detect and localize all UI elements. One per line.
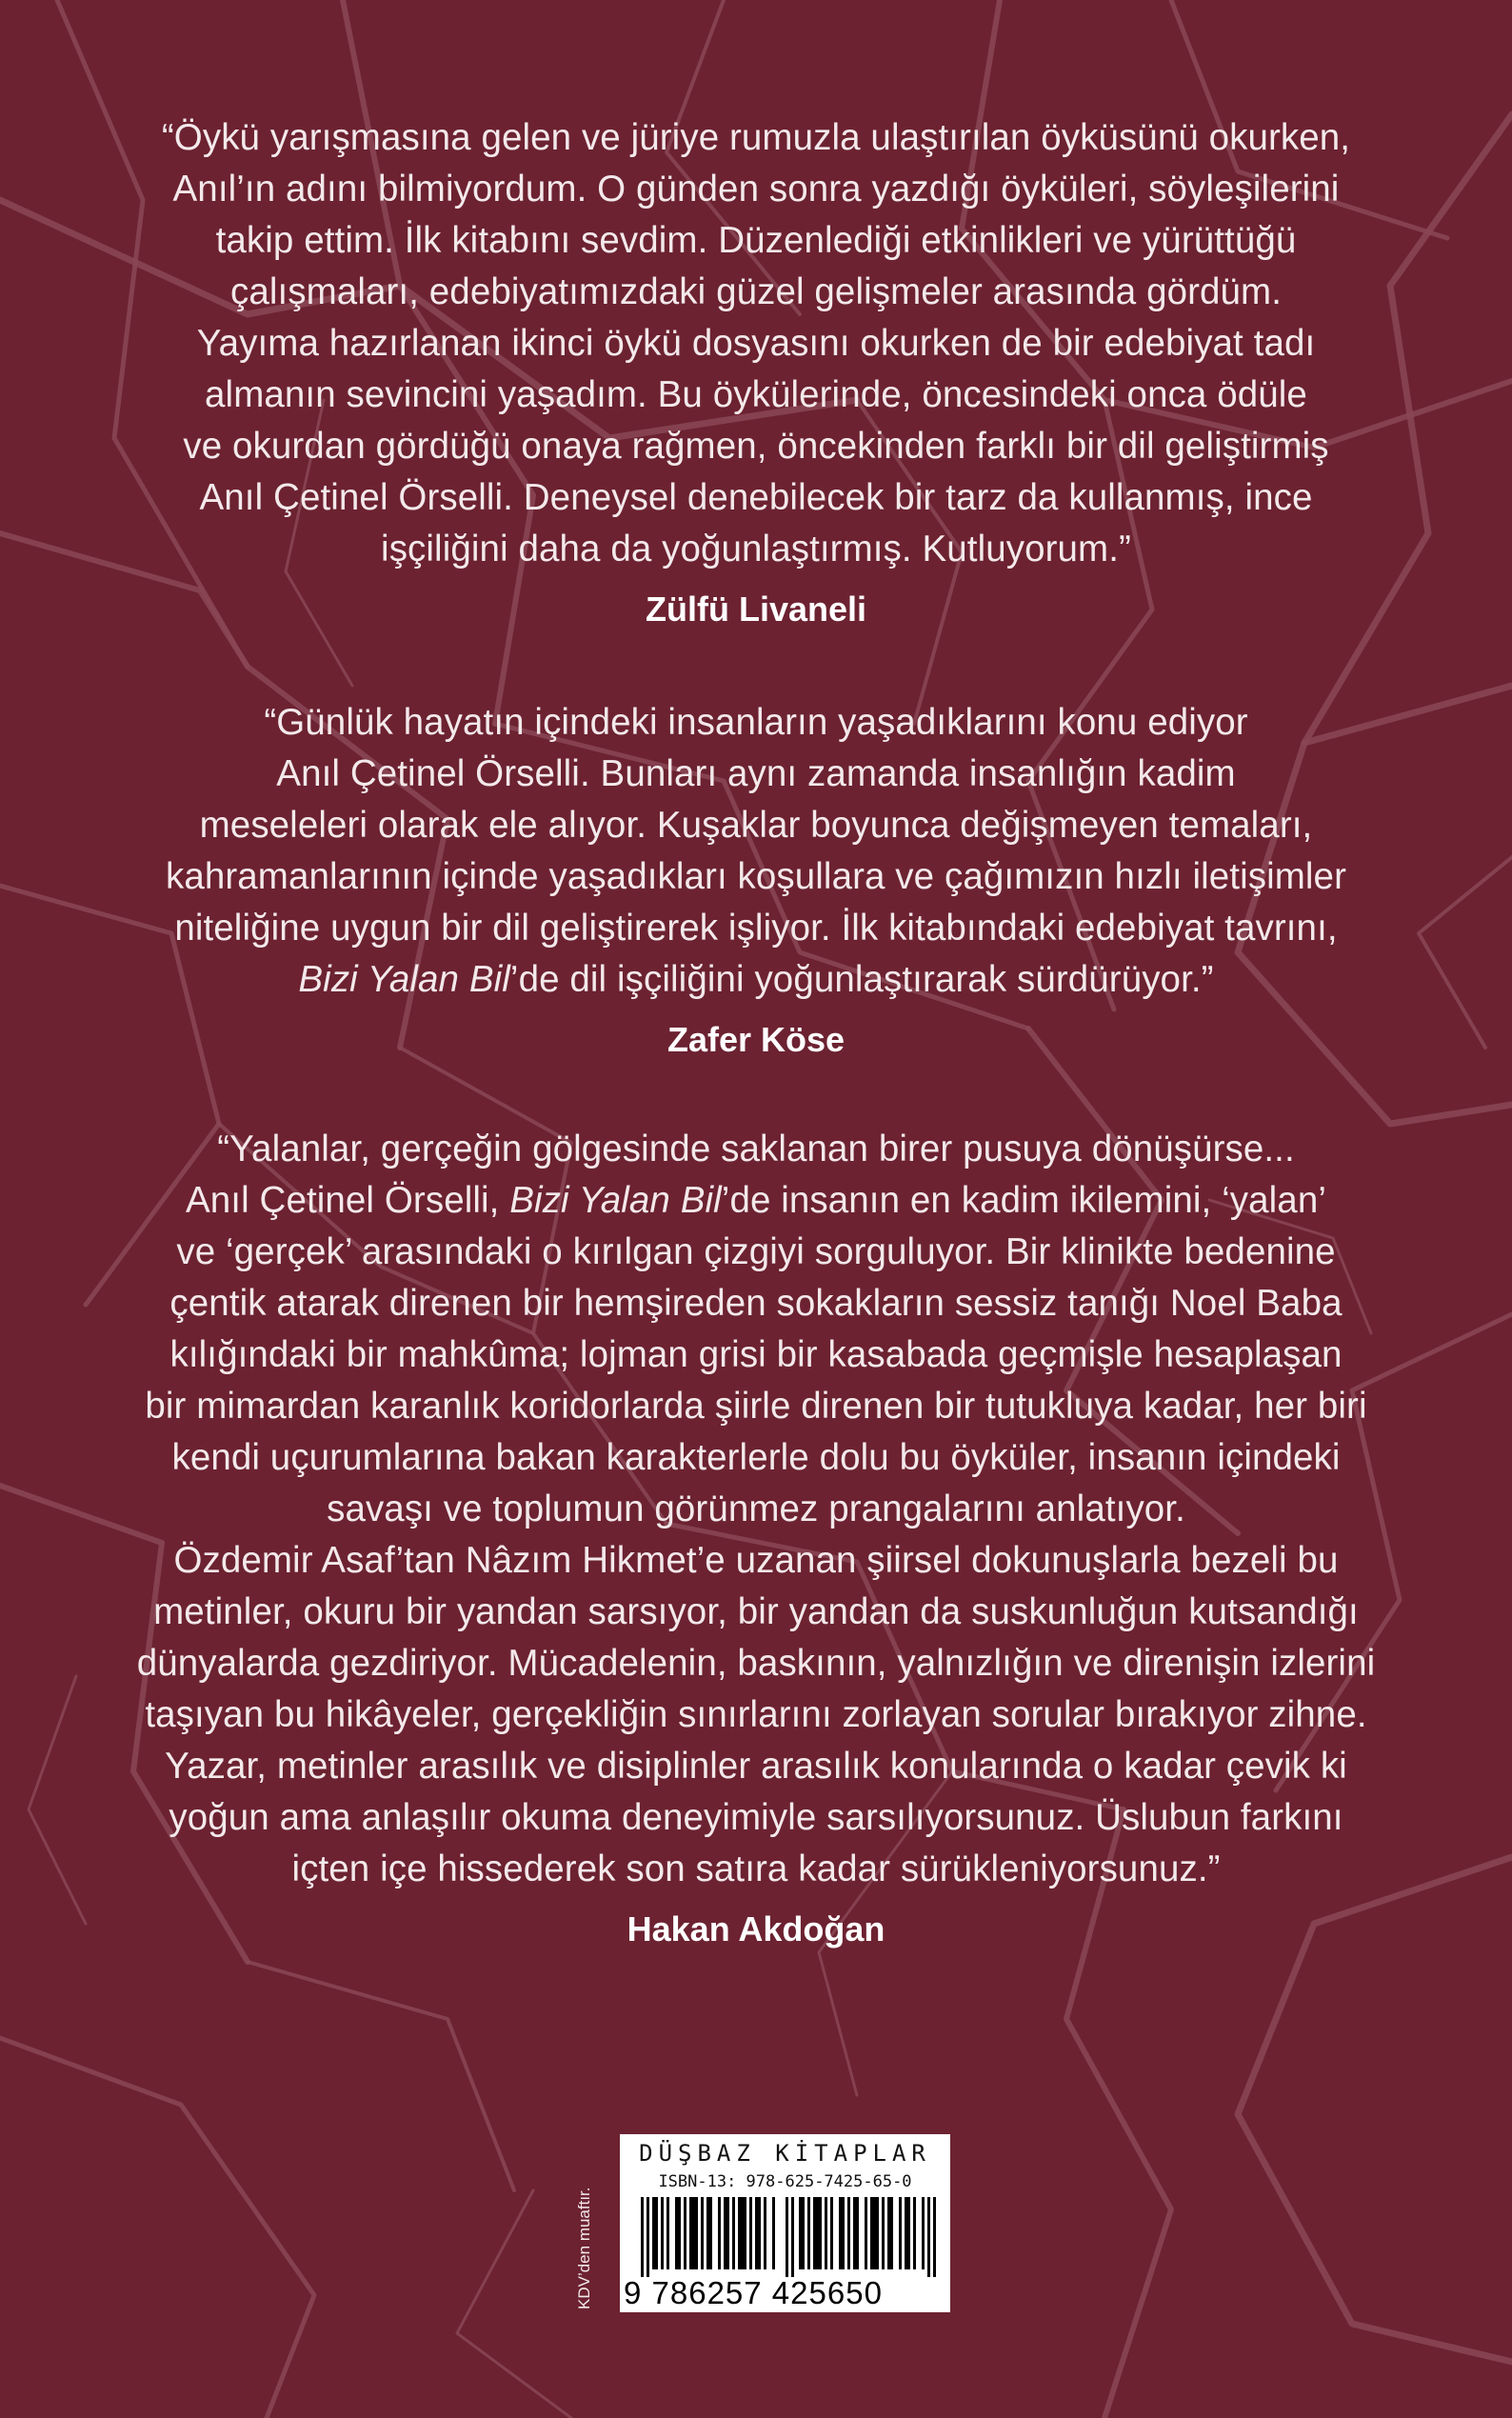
quote-text: ’de insanın en kadim ikilemini, ‘yalan’ bbox=[721, 1180, 1326, 1221]
quote-line: “Öykü yarışmasına gelen ve jüriye rumuzla ulaştırılan öyküsünü okurken, bbox=[161, 117, 1351, 158]
vat-exempt-note: KDV’den muaftır. bbox=[575, 2187, 593, 2309]
quote-line: ve ‘gerçek’ arasındaki o kırılgan çizgiyi sorguluyor. Bir klinikte bedenine bbox=[176, 1231, 1336, 1272]
quote-kose bbox=[105, 697, 1407, 1067]
quote-author: Zafer Köse bbox=[666, 1020, 846, 1059]
quote-line: taşıyan bu hikâyeler, gerçekliğin sınırlarını zorlayan sorular bırakıyor zihne. bbox=[145, 1694, 1367, 1735]
quote-line: Anıl Çetinel Örselli. Deneysel denebilecek bir tarz da kullanmış, ince bbox=[199, 477, 1313, 518]
quote-line: kahramanlarının içinde yaşadıkları koşullara ve çağımızın hızlı iletişimler bbox=[165, 856, 1346, 897]
quote-author: Zülfü Livaneli bbox=[645, 590, 866, 629]
quote-line: “Günlük hayatın içindeki insanların yaşadıklarını konu ediyor bbox=[264, 702, 1248, 743]
quote-line: çalışmaları, edebiyatımızdaki güzel gelişmeler arasında gördüm. bbox=[229, 271, 1283, 312]
quote-line: almanın sevincini yaşadım. Bu öykülerinde, öncesindeki onca ödüle bbox=[205, 374, 1307, 415]
quote-line: niteliğine uygun bir dil geliştirerek işliyor. İlk kitabındaki edebiyat tavrını, bbox=[174, 908, 1338, 949]
quote-line: kendi uçurumlarına bakan karakterlerle dolu bu öyküler, insanın içindeki bbox=[171, 1437, 1341, 1478]
quote-line: takip ettim. İlk kitabını sevdim. Düzenlediği etkinlikleri ve yürüttüğü bbox=[215, 220, 1297, 261]
quote-line bbox=[105, 954, 1407, 1006]
barcode-number: 9 786257 425650 bbox=[624, 2275, 883, 2310]
book-title: Bizi Yalan Bil bbox=[298, 959, 510, 1000]
quote-line: “Yalanlar, gerçeğin gölgesinde saklanan birer pusuya dönüşürse... bbox=[217, 1129, 1295, 1169]
quote-line: Yayıma hazırlanan ikinci öykü dosyasını okurken de bir edebiyat tadı bbox=[196, 323, 1316, 364]
quote-line: Anıl Çetinel Örselli. Bunları aynı zamanda insanlığın kadim bbox=[276, 753, 1236, 794]
quote-text: Anıl Çetinel Örselli, bbox=[186, 1180, 510, 1221]
quote-text: ’de dil işçiliğini yoğunlaştırarak sürdürüyor.” bbox=[509, 959, 1214, 1000]
quote-line: savaşı ve toplumun görünmez prangalarını anlatıyor. bbox=[327, 1489, 1185, 1529]
quote-akdogan bbox=[105, 1124, 1407, 1956]
quote-line: Anıl’ın adını bilmiyordum. O günden sonra yazdığı öyküleri, söyleşilerini bbox=[172, 169, 1340, 210]
publisher-name: DÜŞBAZ KİTAPLAR bbox=[639, 2140, 931, 2167]
quote-line: ve okurdan gördüğü onaya rağmen, öncekinden farklı bir dil geliştirmiş bbox=[183, 426, 1329, 467]
quote-line: metinler, okuru bir yandan sarsıyor, bir yandan da suskunluğun kutsandığı bbox=[153, 1591, 1359, 1632]
quote-livaneli bbox=[105, 112, 1407, 636]
barcode-bars bbox=[641, 2197, 936, 2277]
quote-line: bir mimardan karanlık koridorlarda şiirle direnen bir tutukluya kadar, her biri bbox=[145, 1386, 1367, 1427]
quote-line bbox=[105, 1175, 1407, 1227]
quote-line: yoğun ama anlaşılır okuma deneyimiyle sarsılıyorsunuz. Üslubun farkını bbox=[169, 1797, 1343, 1838]
quote-line: Özdemir Asaf’tan Nâzım Hikmet’e uzanan şiirsel dokunuşlarla bezeli bu bbox=[173, 1540, 1339, 1581]
quote-line: dünyalarda gezdiriyor. Mücadelenin, baskının, yalnızlığın ve direnişin izlerini bbox=[136, 1643, 1376, 1684]
quote-line: kılığındaki bir mahkûma; lojman grisi bir kasabada geçmişle hesaplaşan bbox=[169, 1334, 1343, 1375]
isbn-label: ISBN-13: 978-625-7425-65-0 bbox=[658, 2172, 912, 2191]
quote-author: Hakan Akdoğan bbox=[627, 1909, 885, 1948]
quote-line: çentik atarak direnen bir hemşireden sokakların sessiz tanığı Noel Baba bbox=[169, 1283, 1343, 1324]
quote-line: işçiliğini daha da yoğunlaştırmış. Kutluyorum.” bbox=[381, 529, 1131, 570]
quote-line: içten içe hissederek son satıra kadar sürükleniyorsunuz.” bbox=[291, 1848, 1221, 1889]
quote-line: meseleleri olarak ele alıyor. Kuşaklar boyunca değişmeyen temaları, bbox=[199, 805, 1313, 846]
quote-line: Yazar, metinler arasılık ve disiplinler arasılık konularında o kadar çevik ki bbox=[165, 1746, 1347, 1787]
isbn-barcode bbox=[620, 2134, 950, 2312]
book-title: Bizi Yalan Bil bbox=[509, 1180, 722, 1221]
